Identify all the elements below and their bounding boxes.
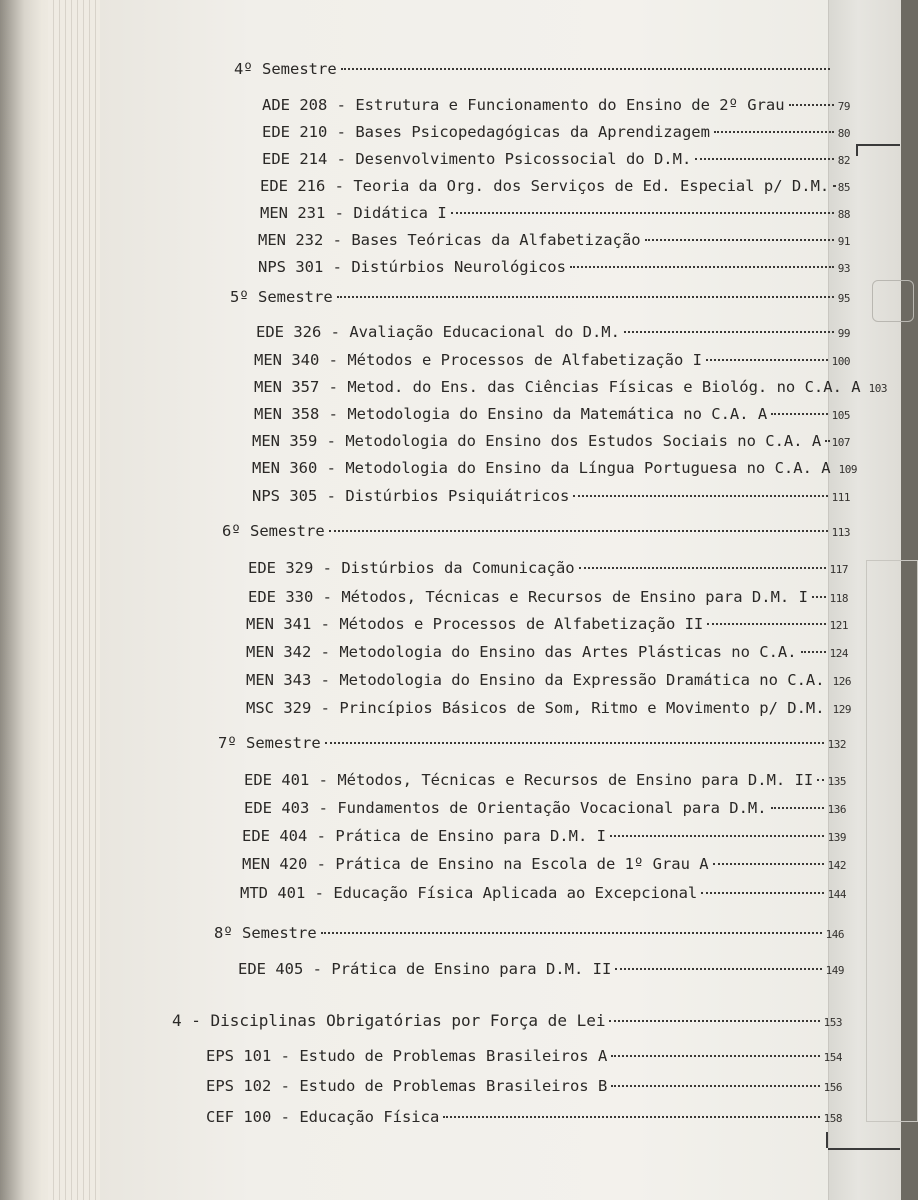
toc-entry[interactable]: MTD 401 - Educação Física Aplicada ao Excepcional 144 [240,884,846,902]
toc-entry[interactable]: ADE 208 - Estrutura e Funcionamento do Ensino de 2º Grau 79 [262,96,850,114]
course-code: EDE 329 [248,559,314,577]
course-code: MEN 340 [254,351,320,369]
semester-label: 6º Semestre [222,522,325,540]
course-code: MEN 342 [246,643,312,661]
course-code: EPS 102 [206,1077,272,1095]
leader-dots [329,530,828,532]
toc-entry[interactable]: EDE 404 - Prática de Ensino para D.M. I 139 [242,827,846,845]
leader-dots [713,863,824,865]
page-number: 93 [837,262,850,275]
leader-dots [573,495,827,497]
page-number: 103 [868,382,887,395]
course-code: MSC 329 [246,699,312,717]
toc-entry[interactable]: EDE 216 - Teoria da Org. dos Serviços de Ed. Especial p/ D.M. 85 [260,177,850,195]
page-number: 142 [827,859,846,872]
page-number: 117 [829,563,848,576]
toc-entry[interactable]: MEN 360 - Metodologia do Ensino da Língua Portuguesa no C.A. A 109 [252,459,857,477]
course-code: EPS 101 [206,1047,272,1065]
toc-entry[interactable]: EDE 326 - Avaliação Educacional do D.M. 99 [256,323,850,341]
adjacent-page-box [866,560,918,1122]
page-number: 135 [827,775,846,788]
adjacent-page-rule [856,144,858,156]
page-number: 126 [832,675,851,688]
leader-dots [701,892,823,894]
page-number: 149 [825,964,844,977]
leader-dots [325,742,824,744]
course-code: EDE 405 [238,960,304,978]
toc-entry[interactable]: MEN 232 - Bases Teóricas da Alfabetização 91 [258,231,850,249]
toc-entry[interactable]: EPS 102 - Estudo de Problemas Brasileiros B 156 [206,1077,842,1095]
page-number: 144 [827,888,846,901]
page-number: 121 [829,619,848,632]
course-title: Métodos e Processos de Alfabetização I [347,351,702,369]
leader-dots [615,968,821,970]
leader-dots [611,1085,819,1087]
course-code: CEF 100 [206,1108,272,1126]
page-number: 109 [838,463,857,476]
toc-entry[interactable]: MEN 341 - Métodos e Processos de Alfabetização II 121 [246,615,848,633]
page-number: 105 [831,409,850,422]
page-number: 100 [831,355,850,368]
page-number: 85 [837,181,850,194]
course-code: MTD 401 [240,884,306,902]
toc-semester-6[interactable] [222,522,850,548]
leader-dots [706,359,828,361]
leader-dots [812,596,826,598]
course-title: Distúrbios Psiquiátricos [345,487,570,505]
semester-label: 4º Semestre [234,60,337,78]
course-code: EDE 404 [242,827,308,845]
course-title: Estrutura e Funcionamento do Ensino de 2º Grau [355,96,785,114]
toc-entry[interactable]: EDE 210 - Bases Psicopedagógicas da Aprendizagem 80 [262,123,850,141]
course-title: Metodologia do Ensino dos Estudos Sociais no C.A. A [345,432,822,450]
course-title: Avaliação Educacional do D.M. [349,323,620,341]
toc-entry[interactable]: CEF 100 - Educação Física 158 [206,1108,842,1126]
course-title: Métodos e Processos de Alfabetização II [339,615,704,633]
course-title: Educação Física [299,1108,440,1126]
course-title: Didática I [353,204,447,222]
toc-entry[interactable]: NPS 305 - Distúrbios Psiquiátricos 111 [252,487,850,505]
page-number: 156 [823,1081,842,1094]
course-code: NPS 301 [258,258,324,276]
leader-dots [570,266,834,268]
page-number: 111 [831,491,850,504]
leader-dots [611,1055,819,1057]
course-title: Prática de Ensino na Escola de 1º Grau A [335,855,709,873]
course-code: MEN 360 [252,459,318,477]
toc-entry[interactable]: EDE 405 - Prática de Ensino para D.M. II 149 [238,960,844,978]
course-title: Estudo de Problemas Brasileiros A [299,1047,608,1065]
page-number: 154 [823,1051,842,1064]
semester-label: 7º Semestre [218,734,321,752]
toc-entry[interactable]: MEN 357 - Metod. do Ens. das Ciências Físicas e Biológ. no C.A. A 103 [254,378,887,396]
page-number: 124 [829,647,848,660]
toc-entry[interactable]: EDE 214 - Desenvolvimento Psicossocial do D.M. 82 [262,150,850,168]
page-number: 91 [837,235,850,248]
course-title: Bases Psicopedagógicas da Aprendizagem [355,123,710,141]
leader-dots [817,779,823,781]
course-code: ADE 208 [262,96,328,114]
toc-entry[interactable]: EDE 330 - Métodos, Técnicas e Recursos de Ensino para D.M. I 118 [248,588,848,606]
page-number: 79 [837,100,850,113]
course-code: MEN 341 [246,615,312,633]
toc-entry[interactable]: MEN 342 - Metodologia do Ensino das Artes Plásticas no C.A. 124 [246,643,848,661]
course-title: Prática de Ensino para D.M. II [331,960,612,978]
page-number: 99 [837,327,850,340]
page-number: 95 [837,292,850,305]
course-code: EDE 214 [262,150,328,168]
toc-entry[interactable]: MEN 358 - Metodologia do Ensino da Matemática no C.A. A 105 [254,405,850,423]
leader-dots [610,835,824,837]
course-code: EDE 326 [256,323,322,341]
course-title: Desenvolvimento Psicossocial do D.M. [355,150,692,168]
adjacent-page-rule [826,1132,828,1148]
leader-dots [825,440,827,442]
page-edges [48,0,108,1200]
course-title: Estudo de Problemas Brasileiros B [299,1077,608,1095]
leader-dots [714,131,834,133]
toc-semester-4[interactable] [234,60,834,86]
semester-label: 8º Semestre [214,924,317,942]
course-code: MEN 358 [254,405,320,423]
course-code: MEN 343 [246,671,312,689]
course-title: Métodos, Técnicas e Recursos de Ensino para D.M. I [341,588,808,606]
adjacent-page-box [872,280,914,322]
course-title: Prática de Ensino para D.M. I [335,827,606,845]
course-code: EDE 216 [260,177,326,195]
leader-dots [341,68,830,70]
leader-dots [789,104,834,106]
leader-dots [771,413,827,415]
toc-entry[interactable]: MSC 329 - Princípios Básicos de Som, Ritmo e Movimento p/ D.M. 129 [246,699,851,717]
page-number: 132 [827,738,846,751]
course-code: EDE 210 [262,123,328,141]
leader-dots [609,1020,819,1022]
page-number: 129 [832,703,851,716]
course-title: Teoria da Org. dos Serviços de Ed. Especial p/ D.M. [353,177,830,195]
leader-dots [451,212,834,214]
page-number: 153 [823,1016,842,1029]
course-title: Métodos, Técnicas e Recursos de Ensino para D.M. II [337,771,814,789]
toc-entry[interactable]: EDE 403 - Fundamentos de Orientação Vocacional para D.M. 136 [244,799,846,817]
course-code: EDE 403 [244,799,310,817]
course-code: EDE 401 [244,771,310,789]
toc-entry[interactable]: MEN 340 - Métodos e Processos de Alfabetização I 100 [254,351,850,369]
course-title: Distúrbios da Comunicação [341,559,575,577]
course-code: MEN 231 [260,204,326,222]
course-title: Metodologia do Ensino da Língua Portuguesa no C.A. A [345,459,831,477]
leader-dots [579,567,826,569]
toc-entry[interactable]: EDE 401 - Métodos, Técnicas e Recursos de Ensino para D.M. II 135 [244,771,846,789]
page-number: 139 [827,831,846,844]
course-code: MEN 232 [258,231,324,249]
toc-semester-8[interactable] [214,924,844,950]
toc-section-4[interactable] [172,1011,842,1037]
leader-dots [321,932,822,934]
leader-dots [337,296,834,298]
course-title: Metodologia do Ensino da Expressão Dramática no C.A. [339,671,825,689]
semester-label: 5º Semestre [230,288,333,306]
leader-dots [695,158,833,160]
page-number: 158 [823,1112,842,1125]
page-number: 146 [825,928,844,941]
leader-dots [707,623,825,625]
course-title: Bases Teóricas da Alfabetização [351,231,641,249]
course-code: EDE 330 [248,588,314,606]
course-title: Metod. do Ens. das Ciências Físicas e Biológ. no C.A. A [347,378,861,396]
toc-entry[interactable]: MEN 231 - Didática I 88 [260,204,850,222]
toc-entry[interactable]: NPS 301 - Distúrbios Neurológicos 93 [258,258,850,276]
course-title: Metodologia do Ensino das Artes Plásticas no C.A. [339,643,797,661]
course-code: MEN 420 [242,855,308,873]
toc-entry[interactable]: MEN 343 - Metodologia do Ensino da Expressão Dramática no C.A. 126 [246,671,851,689]
page-number: 82 [837,154,850,167]
course-title: Distúrbios Neurológicos [351,258,566,276]
leader-dots [624,331,834,333]
toc-semester-7[interactable] [218,734,846,760]
course-title: Metodologia do Ensino da Matemática no C.A. A [347,405,768,423]
page-number: 88 [837,208,850,221]
toc-entry[interactable]: EPS 101 - Estudo de Problemas Brasileiros A 154 [206,1047,842,1065]
page-number: 80 [837,127,850,140]
course-code: NPS 305 [252,487,318,505]
page-number: 118 [829,592,848,605]
course-title: Fundamentos de Orientação Vocacional para D.M. [337,799,767,817]
course-title: Princípios Básicos de Som, Ritmo e Movimento p/ D.M. [339,699,825,717]
toc-semester-5[interactable] [230,288,850,314]
course-code: MEN 357 [254,378,320,396]
page-number: 107 [831,436,850,449]
page-number: 136 [827,803,846,816]
leader-dots [833,185,834,187]
adjacent-page-rule [858,144,900,146]
course-code: MEN 359 [252,432,318,450]
adjacent-page-rule [828,1148,900,1150]
toc-entry[interactable]: EDE 329 - Distúrbios da Comunicação 117 [248,559,848,577]
toc-entry[interactable]: MEN 359 - Metodologia do Ensino dos Estudos Sociais no C.A. A 107 [252,432,850,450]
page-number: 113 [831,526,850,539]
leader-dots [801,651,826,653]
toc-entry[interactable]: MEN 420 - Prática de Ensino na Escola de 1º Grau A 142 [242,855,846,873]
leader-dots [771,807,824,809]
leader-dots [645,239,834,241]
leader-dots [443,1116,819,1118]
course-title: Educação Física Aplicada ao Excepcional [333,884,698,902]
section-label: 4 - Disciplinas Obrigatórias por Força de Lei [172,1011,606,1030]
